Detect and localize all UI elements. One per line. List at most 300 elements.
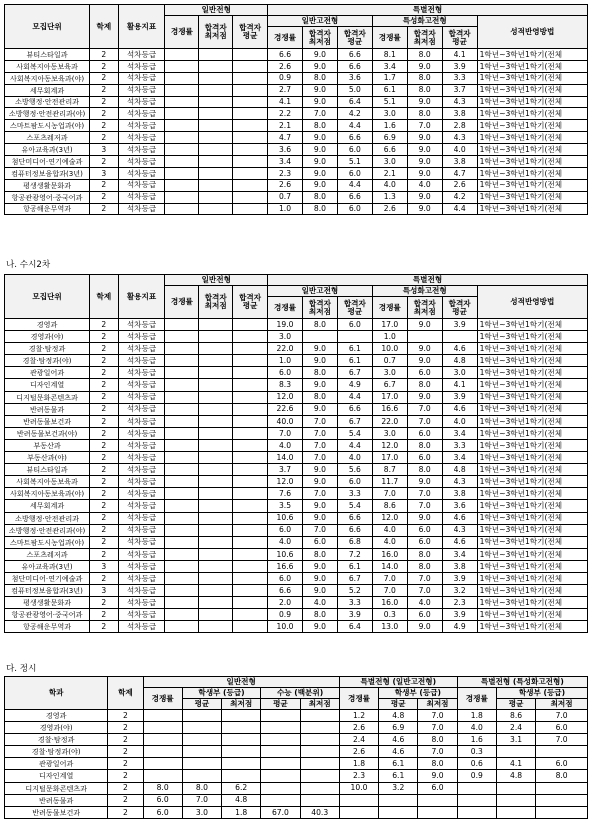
table-cell: 4.0 xyxy=(442,144,477,156)
table-cell xyxy=(199,179,233,191)
table-row xyxy=(5,439,588,451)
table-cell: 4.0 xyxy=(407,179,442,191)
table-cell: 석차등급 xyxy=(118,597,165,609)
table-cell: 3.6 xyxy=(268,144,303,156)
table-cell xyxy=(233,524,268,536)
table-cell: 5.0 xyxy=(337,84,372,96)
table-cell: 3.3 xyxy=(442,439,477,451)
table-cell: 3.6 xyxy=(442,500,477,512)
col-sg-avg: 합격자 평균 xyxy=(337,27,372,49)
table-cell: 6.2 xyxy=(222,782,261,794)
col-general-avg: 합격자 평균 xyxy=(233,286,268,319)
group-general: 일반전형 xyxy=(143,677,339,688)
cell-dept: 반려동물보건과 xyxy=(5,806,108,818)
cell-method: 1학년~3학년1학기(전체 xyxy=(477,548,587,560)
table-cell: 2 xyxy=(90,548,118,560)
table-cell: 석차등급 xyxy=(118,179,165,191)
table-cell: 4.0 xyxy=(302,597,337,609)
table-row xyxy=(5,512,588,524)
table-row xyxy=(5,488,588,500)
table-cell: 2 xyxy=(90,96,118,108)
table-cell: 6.8 xyxy=(337,536,372,548)
cell-dept: 사회복지아동보육과(야) xyxy=(5,72,90,84)
table-row xyxy=(5,343,588,355)
cell-dept: 세무회계과 xyxy=(5,500,90,512)
table-cell: 2 xyxy=(90,343,118,355)
table-cell: 2 xyxy=(90,191,118,203)
table-cell xyxy=(536,806,588,818)
table-cell: 4.2 xyxy=(442,191,477,203)
table-cell: 석차등급 xyxy=(118,191,165,203)
table-cell: 6.1 xyxy=(337,355,372,367)
table-row xyxy=(5,782,588,794)
table-cell: 9.0 xyxy=(407,167,442,179)
table-cell: 7.0 xyxy=(418,746,457,758)
table-cell: 2.3 xyxy=(442,597,477,609)
table-cell: 3.4 xyxy=(442,452,477,464)
table-cell: 석차등급 xyxy=(118,49,165,61)
table-cell xyxy=(199,203,233,215)
table-cell xyxy=(442,331,477,343)
table-cell: 3.9 xyxy=(442,60,477,72)
table-cell xyxy=(199,464,233,476)
table-cell: 12.0 xyxy=(372,512,407,524)
table-cell xyxy=(222,758,261,770)
table-cell xyxy=(233,512,268,524)
table-cell: 0.3 xyxy=(457,746,496,758)
table-row xyxy=(5,391,588,403)
cell-dept: 경찰·탐정과(야) xyxy=(5,355,90,367)
table-cell: 6.0 xyxy=(337,476,372,488)
cell-method: 1학년~3학년1학기(전체 xyxy=(477,179,587,191)
table-cell: 9.0 xyxy=(302,512,337,524)
table-cell: 6.6 xyxy=(337,191,372,203)
col-sv-rate: 경쟁률 xyxy=(457,688,496,710)
table-cell: 3.3 xyxy=(337,597,372,609)
cell-dept: 소방행정·안전관리과 xyxy=(5,512,90,524)
table-cell: 6.7 xyxy=(337,415,372,427)
table-cell xyxy=(379,806,418,818)
table-cell: 14.0 xyxy=(268,452,303,464)
table-cell xyxy=(165,391,199,403)
table-row xyxy=(5,609,588,621)
table-cell: 4.4 xyxy=(337,179,372,191)
table-cell: 6.6 xyxy=(268,49,303,61)
table-cell: 석차등급 xyxy=(118,379,165,391)
table-cell xyxy=(496,782,535,794)
table-susi1 xyxy=(4,4,588,215)
table-cell xyxy=(233,452,268,464)
table-cell: 9.0 xyxy=(407,191,442,203)
table-cell xyxy=(233,476,268,488)
cell-dept: 디자인계열 xyxy=(5,379,90,391)
table-cell: 6.0 xyxy=(337,203,372,215)
table-cell: 2 xyxy=(108,722,143,734)
table-cell: 4.0 xyxy=(268,439,303,451)
table-cell xyxy=(165,60,199,72)
group-general: 일반전형 xyxy=(165,275,268,286)
table-cell xyxy=(300,710,339,722)
table-cell: 석차등급 xyxy=(118,120,165,132)
table-cell: 6.7 xyxy=(337,572,372,584)
cell-method: 1학년~3학년1학기(전체 xyxy=(477,585,587,597)
cell-dept: 스마트팜도시농업과(야) xyxy=(5,536,90,548)
table-cell xyxy=(165,488,199,500)
table-cell: 1.2 xyxy=(339,710,378,722)
cell-dept: 항공해운무역과 xyxy=(5,203,90,215)
table-cell: 2 xyxy=(90,319,118,331)
table-cell: 7.0 xyxy=(536,710,588,722)
table-cell: 2 xyxy=(90,331,118,343)
table-cell: 4.7 xyxy=(442,167,477,179)
table-cell xyxy=(536,794,588,806)
table-cell xyxy=(199,343,233,355)
table-cell xyxy=(199,536,233,548)
table-row xyxy=(5,536,588,548)
table-cell xyxy=(165,331,199,343)
table-cell: 6.0 xyxy=(407,609,442,621)
cell-dept: 부동산과(야) xyxy=(5,452,90,464)
table-cell: 2.1 xyxy=(372,167,407,179)
table-cell xyxy=(233,403,268,415)
table-cell xyxy=(233,597,268,609)
table-row xyxy=(5,770,588,782)
table-cell: 2 xyxy=(90,572,118,584)
table-cell: 12.0 xyxy=(372,439,407,451)
table-row xyxy=(5,144,588,156)
table-cell: 9.0 xyxy=(418,770,457,782)
cell-method: 1학년~3학년1학기(전체 xyxy=(477,355,587,367)
table-body xyxy=(5,49,588,215)
table-cell: 4.6 xyxy=(379,734,418,746)
table-cell: 석차등급 xyxy=(118,560,165,572)
table-cell: 6.6 xyxy=(268,585,303,597)
table-row xyxy=(5,722,588,734)
table-cell: 석차등급 xyxy=(118,167,165,179)
table-cell: 석차등급 xyxy=(118,355,165,367)
table-cell xyxy=(300,734,339,746)
cell-method: 1학년~3학년1학기(전체 xyxy=(477,319,587,331)
table-cell xyxy=(233,203,268,215)
table-cell xyxy=(165,203,199,215)
table-cell: 12.0 xyxy=(268,391,303,403)
table-row xyxy=(5,746,588,758)
cell-dept: 사회복지아동보육과 xyxy=(5,60,90,72)
table-cell: 8.0 xyxy=(302,391,337,403)
table-cell xyxy=(233,108,268,120)
col-sg-avg: 합격자 평균 xyxy=(337,297,372,319)
table-cell xyxy=(222,746,261,758)
table-cell: 7.0 xyxy=(407,500,442,512)
table-cell: 석차등급 xyxy=(118,60,165,72)
table-cell: 6.0 xyxy=(407,367,442,379)
table-cell: 2.1 xyxy=(268,120,303,132)
table-row xyxy=(5,806,588,818)
cell-dept: 사회복지아동보육과(야) xyxy=(5,488,90,500)
col-sv-min: 합격자 최저점 xyxy=(407,27,442,49)
col-sg-school: 학생부 (등급) xyxy=(379,688,458,699)
table-cell: 9.0 xyxy=(302,464,337,476)
table-cell xyxy=(165,84,199,96)
table-cell: 4.1 xyxy=(442,379,477,391)
table-cell: 3.5 xyxy=(268,500,303,512)
table-cell: 3.9 xyxy=(442,609,477,621)
table-cell xyxy=(233,621,268,633)
table-cell: 5.4 xyxy=(337,500,372,512)
table-cell xyxy=(222,770,261,782)
table-cell: 4.1 xyxy=(268,96,303,108)
table-cell xyxy=(261,722,300,734)
table-cell xyxy=(233,144,268,156)
table-cell: 5.4 xyxy=(337,427,372,439)
table-cell: 3.7 xyxy=(442,84,477,96)
table-cell xyxy=(165,415,199,427)
cell-method: 1학년~3학년1학기(전체 xyxy=(477,191,587,203)
table-cell xyxy=(199,560,233,572)
table-row xyxy=(5,597,588,609)
cell-dept: 항공관광영어·중국어과 xyxy=(5,191,90,203)
table-cell: 10.0 xyxy=(339,782,378,794)
table-row xyxy=(5,585,588,597)
cell-method: 1학년~3학년1학기(전체 xyxy=(477,203,587,215)
table-cell xyxy=(199,331,233,343)
cell-method: 1학년~3학년1학기(전체 xyxy=(477,452,587,464)
table-cell: 9.0 xyxy=(302,585,337,597)
table-cell: 7.0 xyxy=(407,488,442,500)
table-cell: 6.0 xyxy=(418,782,457,794)
table-row xyxy=(5,710,588,722)
table-cell xyxy=(496,806,535,818)
table-row xyxy=(5,794,588,806)
table-cell: 2 xyxy=(108,710,143,722)
table-cell xyxy=(165,191,199,203)
cell-dept: 소방행정·안전관리과(야) xyxy=(5,524,90,536)
group-special: 특별전형 xyxy=(268,275,588,286)
cell-dept: 경찰·탐정과 xyxy=(5,343,90,355)
table-cell: 4.9 xyxy=(337,379,372,391)
table-cell: 3.7 xyxy=(268,464,303,476)
table-cell xyxy=(165,343,199,355)
table-cell: 9.0 xyxy=(407,355,442,367)
table-cell: 1.0 xyxy=(268,203,303,215)
table-cell: 3.4 xyxy=(442,427,477,439)
table-cell: 2.0 xyxy=(268,597,303,609)
table-cell: 0.3 xyxy=(372,609,407,621)
table-cell: 7.0 xyxy=(372,488,407,500)
table-cell: 3 xyxy=(90,585,118,597)
table-row xyxy=(5,203,588,215)
section-title-susi2: 나. 수시2차 xyxy=(6,260,51,270)
table-cell xyxy=(233,331,268,343)
table-cell: 2 xyxy=(108,806,143,818)
table-cell: 9.0 xyxy=(302,355,337,367)
col-year: 학제 xyxy=(108,677,143,710)
table-cell: 8.6 xyxy=(496,710,535,722)
table-cell: 6.6 xyxy=(337,512,372,524)
table-cell: 9.0 xyxy=(302,560,337,572)
table-cell xyxy=(233,488,268,500)
table-cell: 9.0 xyxy=(407,96,442,108)
table-cell: 3 xyxy=(90,560,118,572)
col-sv-rate: 경쟁률 xyxy=(372,297,407,319)
table-cell: 1.0 xyxy=(268,355,303,367)
table-cell: 7.0 xyxy=(302,439,337,451)
cell-method: 1학년~3학년1학기(전체 xyxy=(477,597,587,609)
table-cell: 6.4 xyxy=(337,96,372,108)
table-cell: 6.0 xyxy=(143,806,182,818)
cell-dept: 뷰티스타일과 xyxy=(5,49,90,61)
table-cell: 10.6 xyxy=(268,548,303,560)
table-cell xyxy=(199,96,233,108)
table-cell: 8.0 xyxy=(407,108,442,120)
table-cell xyxy=(300,782,339,794)
table-cell xyxy=(199,585,233,597)
group-special-vocational: 특성화고전형 xyxy=(372,286,477,297)
table-cell: 9.0 xyxy=(302,621,337,633)
table-cell: 2.6 xyxy=(372,203,407,215)
table-cell xyxy=(182,770,221,782)
table-cell: 4.3 xyxy=(442,132,477,144)
table-cell: 1.8 xyxy=(339,758,378,770)
col-method: 성적반영방법 xyxy=(477,286,587,319)
table-cell: 22.6 xyxy=(268,403,303,415)
cell-dept: 경찰·탐정과(야) xyxy=(5,746,108,758)
table-cell xyxy=(233,536,268,548)
table-cell xyxy=(199,156,233,168)
table-cell xyxy=(222,722,261,734)
table-cell: 2 xyxy=(90,391,118,403)
table-cell: 10.0 xyxy=(268,621,303,633)
table-cell: 3.6 xyxy=(337,72,372,84)
table-cell: 석차등급 xyxy=(118,488,165,500)
cell-method: 1학년~3학년1학기(전체 xyxy=(477,512,587,524)
table-cell: 7.0 xyxy=(407,403,442,415)
table-cell xyxy=(233,391,268,403)
table-row xyxy=(5,734,588,746)
table-cell: 4.4 xyxy=(337,439,372,451)
table-cell: 0.7 xyxy=(372,355,407,367)
table-cell: 3 xyxy=(90,144,118,156)
table-cell: 2 xyxy=(90,60,118,72)
table-cell: 8.0 xyxy=(407,439,442,451)
table-cell: 4.6 xyxy=(442,536,477,548)
cell-method: 1학년~3학년1학기(전체 xyxy=(477,609,587,621)
table-row xyxy=(5,120,588,132)
table-cell xyxy=(199,452,233,464)
table-cell xyxy=(233,464,268,476)
table-cell xyxy=(165,621,199,633)
table-cell xyxy=(199,319,233,331)
table-cell: 16.6 xyxy=(372,403,407,415)
table-cell: 3.0 xyxy=(372,108,407,120)
table-cell xyxy=(300,758,339,770)
table-cell: 2.8 xyxy=(442,120,477,132)
cell-method: 1학년~3학년1학기(전체 xyxy=(477,488,587,500)
table-cell: 4.8 xyxy=(222,794,261,806)
cell-dept: 디자인계열 xyxy=(5,770,108,782)
table-cell xyxy=(165,427,199,439)
cell-dept: 스포츠레저과 xyxy=(5,548,90,560)
table-cell: 9.0 xyxy=(407,343,442,355)
table-cell: 9.0 xyxy=(407,512,442,524)
table-cell: 8.0 xyxy=(407,49,442,61)
table-cell xyxy=(165,609,199,621)
table-cell: 6.0 xyxy=(407,427,442,439)
table-row xyxy=(5,60,588,72)
table-cell xyxy=(165,108,199,120)
table-row xyxy=(5,403,588,415)
table-cell xyxy=(233,439,268,451)
table-cell xyxy=(182,710,221,722)
table-jeongsi xyxy=(4,676,588,819)
group-special-vocational: 특성화고전형 xyxy=(372,16,477,27)
table-cell xyxy=(233,427,268,439)
table-cell xyxy=(536,746,588,758)
col-sg-min: 합격자 최저점 xyxy=(302,27,337,49)
table-cell: 3.9 xyxy=(337,609,372,621)
col-avg: 평균 xyxy=(261,699,300,710)
table-cell: 2 xyxy=(108,794,143,806)
table-cell: 4.1 xyxy=(496,758,535,770)
table-cell: 16.0 xyxy=(372,548,407,560)
table-cell: 10.6 xyxy=(268,512,303,524)
cell-method: 1학년~3학년1학기(전체 xyxy=(477,415,587,427)
table-cell: 7.2 xyxy=(337,548,372,560)
table-cell: 4.0 xyxy=(372,536,407,548)
table-cell: 6.0 xyxy=(536,758,588,770)
table-cell: 11.7 xyxy=(372,476,407,488)
table-cell: 2 xyxy=(90,132,118,144)
table-row xyxy=(5,379,588,391)
table-cell: 2 xyxy=(108,746,143,758)
table-cell: 3.0 xyxy=(372,427,407,439)
table-cell xyxy=(199,144,233,156)
table-cell xyxy=(165,536,199,548)
table-cell xyxy=(233,379,268,391)
table-cell: 6.6 xyxy=(337,403,372,415)
table-cell: 6.0 xyxy=(268,524,303,536)
table-cell: 4.2 xyxy=(337,108,372,120)
table-cell: 2 xyxy=(90,49,118,61)
table-cell: 석차등급 xyxy=(118,96,165,108)
table-row xyxy=(5,191,588,203)
table-cell xyxy=(199,500,233,512)
table-cell: 9.0 xyxy=(302,49,337,61)
table-cell xyxy=(233,156,268,168)
cell-dept: 세무회계과 xyxy=(5,84,90,96)
col-general-avg: 합격자 평균 xyxy=(233,16,268,49)
col-sv-avg: 합격자 평균 xyxy=(442,27,477,49)
table-cell: 8.0 xyxy=(407,84,442,96)
table-cell xyxy=(233,84,268,96)
table-cell: 2 xyxy=(90,512,118,524)
table-cell: 석차등급 xyxy=(118,536,165,548)
cell-method: 1학년~3학년1학기(전체 xyxy=(477,132,587,144)
table-cell xyxy=(199,427,233,439)
table-cell: 3.4 xyxy=(268,156,303,168)
table-cell: 7.0 xyxy=(302,488,337,500)
table-cell: 6.6 xyxy=(337,132,372,144)
cell-dept: 뷰티스타일과 xyxy=(5,464,90,476)
table-cell xyxy=(165,367,199,379)
table-cell: 17.0 xyxy=(372,452,407,464)
table-row xyxy=(5,331,588,343)
table-cell: 2.2 xyxy=(268,108,303,120)
table-cell xyxy=(337,331,372,343)
table-cell xyxy=(199,597,233,609)
table-cell: 6.1 xyxy=(337,343,372,355)
table-cell: 9.0 xyxy=(407,156,442,168)
